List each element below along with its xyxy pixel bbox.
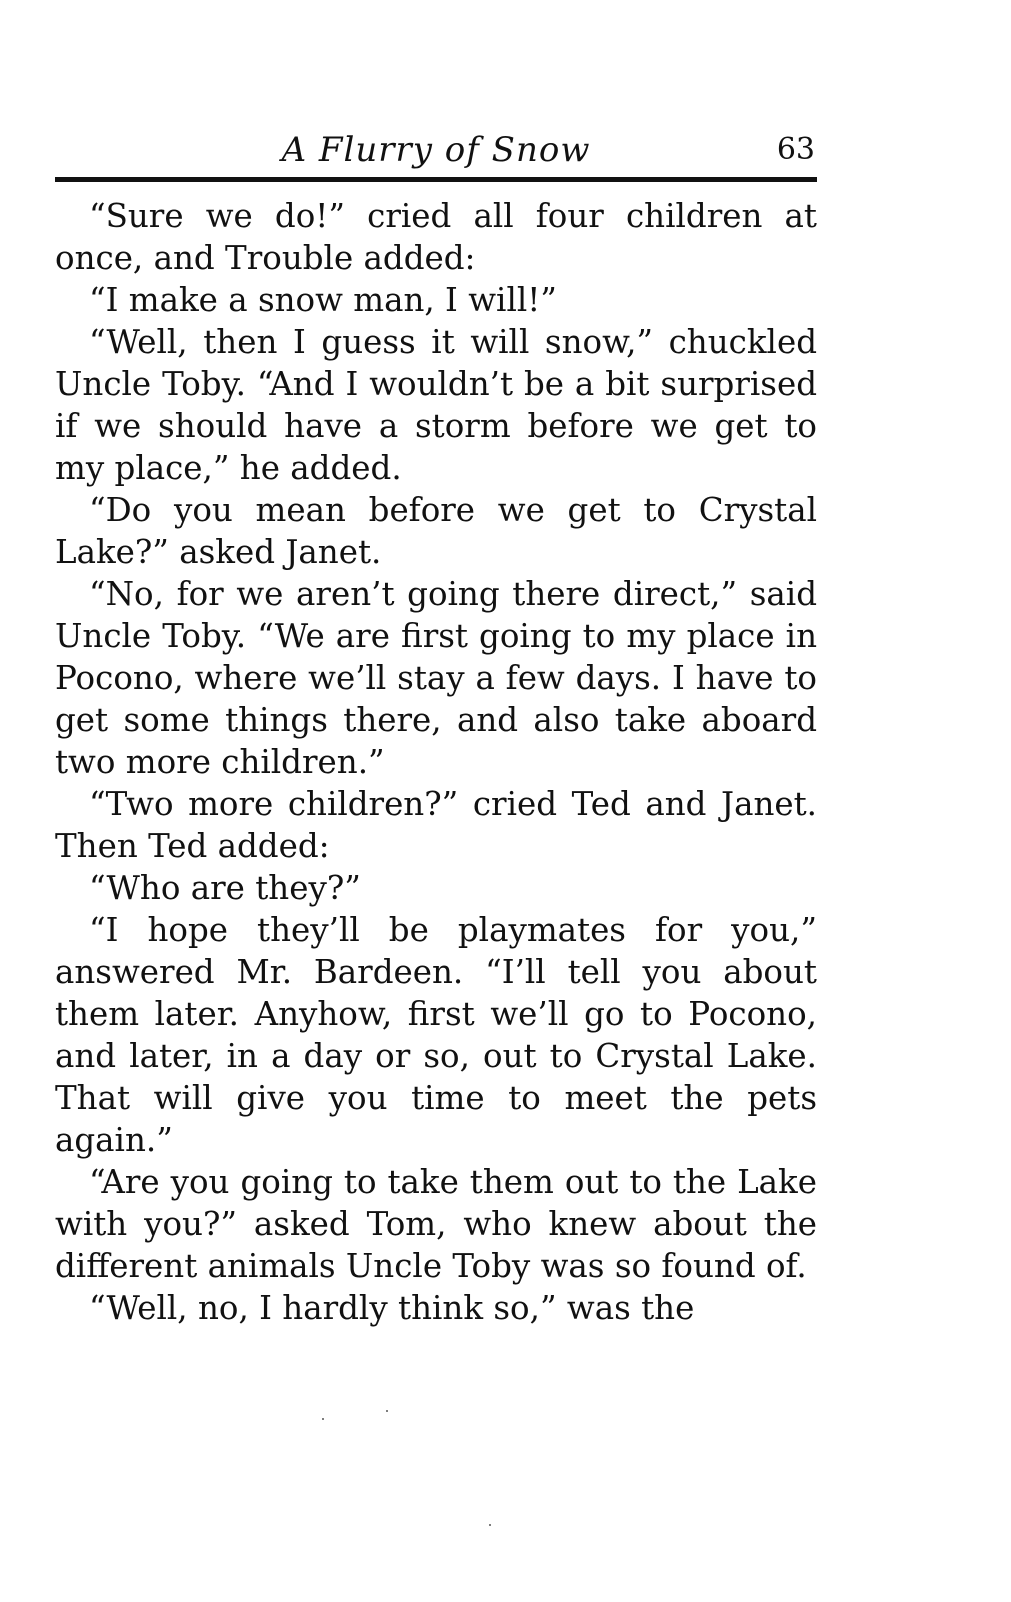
paragraph: “No, for we aren’t going there direct,” said Uncle Toby. “We are first going to my place in Pocono, where we’ll stay a few days. I have to get some things there, and also take aboard two more children.”: [55, 575, 817, 781]
paragraph: “I make a snow man, I will!”: [89, 281, 557, 319]
paper-speck: [489, 1524, 491, 1526]
page-number: 63: [776, 132, 815, 167]
book-page: [55, 0, 817, 1602]
body-text: [55, 195, 817, 1329]
paragraph: “Sure we do!” cried all four children at once, and Trouble added:: [55, 197, 817, 277]
paragraph: “Two more children?” cried Ted and Janet. Then Ted added:: [55, 785, 817, 865]
paragraph: “Do you mean before we get to Crystal Lake?” asked Janet.: [55, 491, 817, 571]
paragraph: “Well, no, I hardly think so,” was the: [89, 1289, 695, 1327]
paper-speck: [386, 1410, 388, 1412]
paragraph: “Are you going to take them out to the Lake with you?” asked Tom, who knew about the different animals Uncle Toby was so found of.: [55, 1163, 817, 1285]
header-rule: [55, 177, 817, 182]
running-title: A Flurry of Snow: [281, 130, 591, 170]
running-head: [55, 128, 817, 176]
paragraph: “Well, then I guess it will snow,” chuckled Uncle Toby. “And I wouldn’t be a bit surprised if we should have a storm before we get to my place,” he added.: [55, 323, 817, 487]
paragraph: “I hope they’ll be playmates for you,” answered Mr. Bardeen. “I’ll tell you about them later. Anyhow, first we’ll go to Pocono, and later, in a day or so, out to Crystal Lake. That will give you time to meet the pets again.”: [55, 911, 817, 1159]
paragraph: “Who are they?”: [89, 869, 361, 907]
paper-speck: [322, 1418, 324, 1420]
